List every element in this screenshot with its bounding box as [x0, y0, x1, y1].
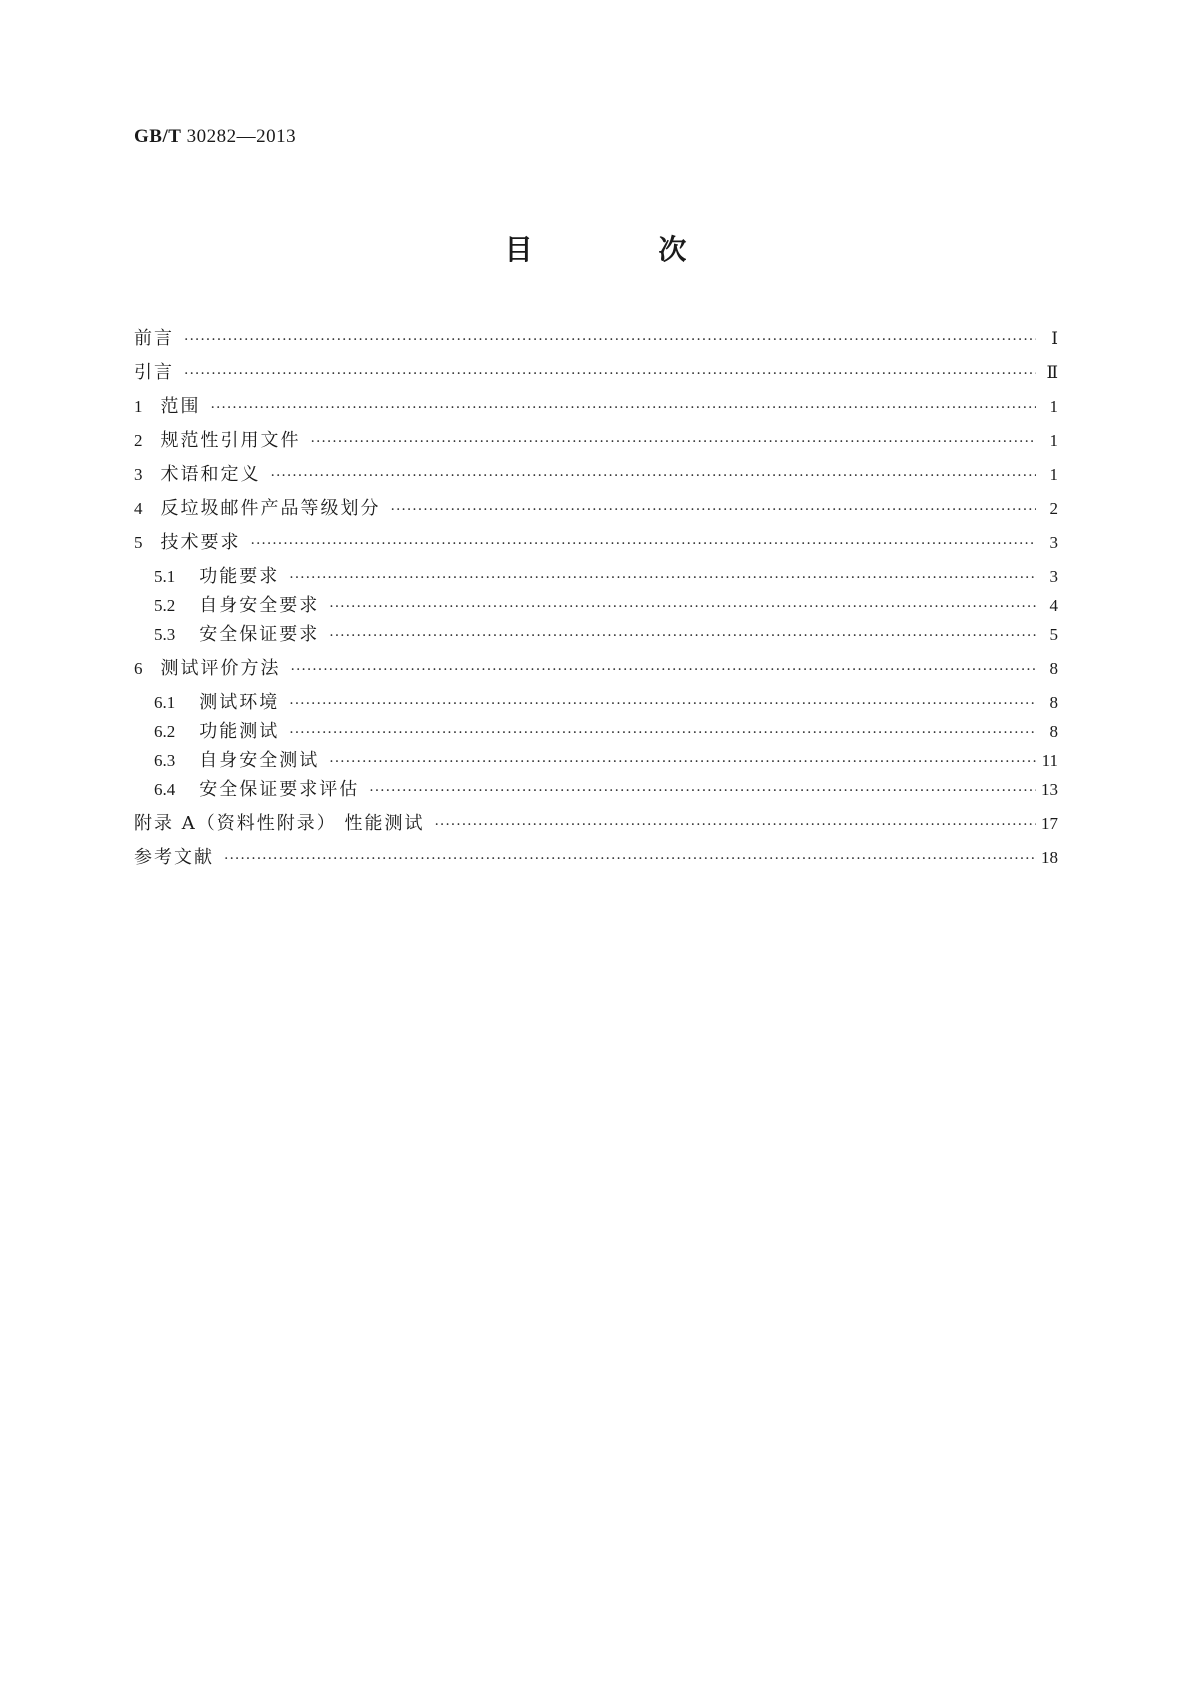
- toc-entry-scope[interactable]: [134, 395, 1058, 419]
- toc-entry-label: 技术要求: [160, 532, 241, 553]
- toc-entry-label: 前言: [134, 328, 174, 349]
- toc-entry-label: 功能要求: [199, 566, 280, 587]
- toc-entry-page: 1: [1049, 465, 1058, 484]
- toc-entry-page: 17: [1041, 814, 1058, 833]
- toc-entry-label: 术语和定义: [160, 464, 261, 485]
- toc-entry-label: 安全保证要求: [199, 624, 320, 645]
- toc-entry-number: 4: [134, 499, 143, 518]
- toc-entry-page: Ⅱ: [1046, 363, 1058, 382]
- toc-entry-label: 测试环境: [199, 692, 280, 713]
- toc-entry-normative-references[interactable]: [134, 429, 1058, 453]
- toc-entry-functional-test[interactable]: [154, 720, 1058, 744]
- dot-leader: [329, 595, 1036, 619]
- toc-entry-number: 2: [134, 431, 143, 450]
- dot-leader: [329, 624, 1036, 648]
- dot-leader: [329, 750, 1036, 774]
- toc-entry-page: 18: [1041, 848, 1058, 867]
- toc-entry-page: 8: [1049, 722, 1058, 741]
- dot-leader: [289, 692, 1036, 716]
- toc-entry-assurance-evaluation[interactable]: [154, 778, 1058, 802]
- dot-leader: [291, 658, 1037, 682]
- toc-entry-self-security-test[interactable]: [154, 749, 1058, 773]
- toc-entry-bibliography[interactable]: [134, 846, 1058, 870]
- toc-entry-number: 6.1: [154, 693, 176, 712]
- toc-entry-number: 5: [134, 533, 143, 552]
- dot-leader: [391, 498, 1037, 522]
- standard-number: [134, 126, 296, 148]
- toc-entry-label: 参考文献: [134, 847, 214, 868]
- toc-entry-number: 1: [134, 397, 143, 416]
- toc-entry-number: 3: [134, 465, 143, 484]
- page-title: 目 次: [504, 233, 745, 266]
- toc-entry-introduction[interactable]: [134, 361, 1058, 385]
- toc-entry-technical-requirements[interactable]: [134, 531, 1058, 555]
- dot-leader: [211, 396, 1037, 420]
- dot-leader: [289, 721, 1036, 745]
- toc-entry-page: 1: [1049, 431, 1058, 450]
- toc-entry-page: 3: [1049, 533, 1058, 552]
- toc-entry-label: 测试评价方法: [160, 658, 281, 679]
- toc-entry-label: 范围: [160, 396, 201, 417]
- toc-entry-label: 规范性引用文件: [160, 430, 301, 451]
- toc-entry-page: 11: [1041, 751, 1058, 770]
- toc-entry-number: 6.4: [154, 780, 176, 799]
- dot-leader: [311, 430, 1037, 454]
- toc-entry-number: 6: [134, 659, 143, 678]
- dot-leader: [434, 813, 1036, 837]
- toc-entry-number: 5.3: [154, 625, 176, 644]
- toc-entry-page: 8: [1049, 693, 1058, 712]
- dot-leader: [369, 779, 1036, 803]
- toc-entry-number: 6.2: [154, 722, 176, 741]
- toc-entry-number: 6.3: [154, 751, 176, 770]
- toc-entry-test-evaluation-methods[interactable]: [134, 657, 1058, 681]
- toc-entry-appendix-a[interactable]: [134, 812, 1058, 836]
- toc-entry-self-security-requirements[interactable]: [154, 594, 1058, 618]
- toc-entry-page: 5: [1049, 625, 1058, 644]
- standard-code: GB/T: [134, 126, 182, 147]
- toc-entry-functional-requirements[interactable]: [154, 565, 1058, 589]
- toc-entry-label: 安全保证要求评估: [199, 779, 360, 800]
- toc-entry-page: 1: [1049, 397, 1058, 416]
- toc-entry-test-environment[interactable]: [154, 691, 1058, 715]
- toc-entry-page: 8: [1049, 659, 1058, 678]
- toc-entry-label: 附录 A（资料性附录） 性能测试: [134, 813, 425, 834]
- toc-entry-label: 自身安全测试: [199, 750, 320, 771]
- toc-entry-foreword[interactable]: [134, 327, 1058, 351]
- toc-entry-number: 5.2: [154, 596, 176, 615]
- toc-entry-page: Ⅰ: [1051, 329, 1058, 348]
- toc-entry-label: 自身安全要求: [199, 595, 320, 616]
- dot-leader: [271, 464, 1037, 488]
- toc-entry-terms-definitions[interactable]: [134, 463, 1058, 487]
- dot-leader: [224, 847, 1036, 871]
- dot-leader: [184, 362, 1036, 386]
- dot-leader: [184, 328, 1036, 352]
- toc-entry-page: 13: [1041, 780, 1058, 799]
- toc-entry-label: 反垃圾邮件产品等级划分: [160, 498, 381, 519]
- toc-entry-grade-classification[interactable]: [134, 497, 1058, 521]
- toc-entry-page: 3: [1049, 567, 1058, 586]
- toc-entry-label: 功能测试: [199, 721, 280, 742]
- standard-year-number: 30282—2013: [186, 126, 297, 147]
- toc-entry-page: 2: [1049, 499, 1058, 518]
- toc-entry-assurance-requirements[interactable]: [154, 623, 1058, 647]
- toc-entry-number: 5.1: [154, 567, 176, 586]
- toc-entry-page: 4: [1049, 596, 1058, 615]
- dot-leader: [251, 532, 1037, 556]
- toc-entry-label: 引言: [134, 362, 174, 383]
- dot-leader: [289, 566, 1036, 590]
